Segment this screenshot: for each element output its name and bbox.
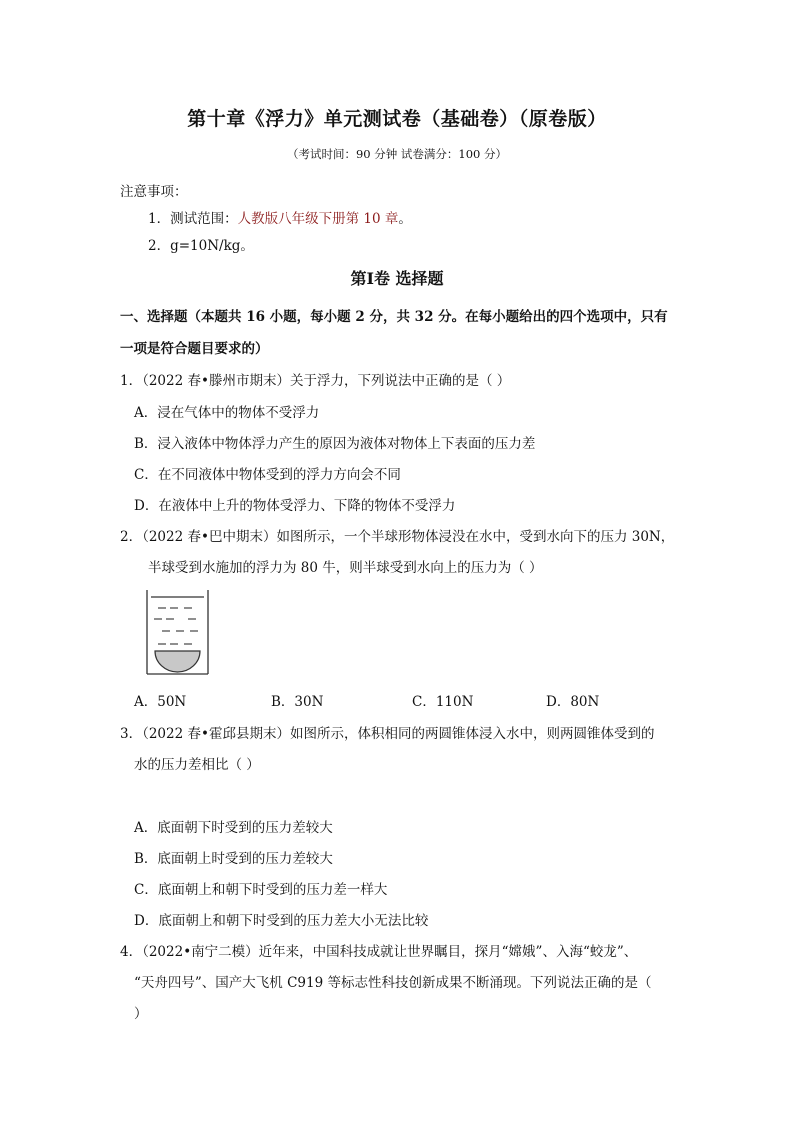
- question-1-option-a: A．浸在气体中的物体不受浮力: [134, 405, 320, 421]
- question-1-stem: 1．（2022 春•滕州市期末）关于浮力，下列说法中正确的是（ ）: [120, 373, 511, 389]
- question-2-stem-line-2: 半球受到水施加的浮力为 80 牛，则半球受到水向上的压力为（ ）: [148, 560, 543, 576]
- question-3-option-a: A．底面朝下时受到的压力差较大: [134, 820, 333, 836]
- question-3-option-b: B．底面朝上时受到的压力差较大: [134, 851, 333, 867]
- notes-heading: 注意事项：: [120, 184, 188, 200]
- question-4-stem-line-3: ）: [134, 1006, 148, 1022]
- question-3-option-d: D．底面朝上和朝下时受到的压力差大小无法比较: [134, 913, 429, 929]
- notes-item-1-scope: 人教版八年级下册第 10 章: [237, 211, 399, 227]
- question-3-stem-line-1: 3．（2022 春•霍邱县期末）如图所示，体积相同的两圆锥体浸入水中，则两圆锥体受到的: [120, 726, 655, 742]
- question-2-option-b: B．30N: [271, 694, 324, 710]
- question-3-option-c: C．底面朝上和朝下时受到的压力差一样大: [134, 882, 388, 898]
- notes-item-2: 2．g=10N/kg。: [148, 238, 254, 254]
- notes-item-1: [148, 207, 412, 227]
- question-3-stem-line-2: 水的压力差相比（ ）: [134, 757, 260, 773]
- notes-item-1-prefix: 1．测试范围：: [148, 211, 238, 227]
- question-2-stem-line-1: 2．（2022 春•巴中期末）如图所示，一个半球形物体浸没在水中，受到水向下的压力 30N，: [120, 529, 675, 545]
- question-1-option-c: C．在不同液体中物体受到的浮力方向会不同: [134, 467, 401, 483]
- question-1-option-d: D．在液体中上升的物体受浮力、下降的物体不受浮力: [134, 498, 456, 514]
- question-4-stem-line-1: 4．（2022•南宁二模）近年来，中国科技成就让世界瞩目，探月“嫦娥”、入海“蛟龙”、: [120, 944, 638, 960]
- hemisphere-in-water-figure: [144, 588, 212, 676]
- part-heading-line-1: 一、选择题（本题共 16 小题，每小题 2 分，共 32 分。在每小题给出的四个选项中，只有: [120, 309, 668, 325]
- question-1-option-b: B．浸入液体中物体浮力产生的原因为液体对物体上下表面的压力差: [134, 436, 536, 452]
- question-4-stem-line-2: “天舟四号”、国产大飞机 C919 等标志性科技创新成果不断涌现。下列说法正确的是（: [134, 975, 652, 991]
- question-2-option-c: C．110N: [412, 694, 474, 710]
- exam-info: （考试时间：90 分钟 试卷满分：100 分）: [286, 147, 508, 161]
- question-2-option-d: D．80N: [546, 694, 600, 710]
- section-title: 第Ⅰ卷 选择题: [350, 269, 444, 288]
- notes-item-1-suffix: 。: [398, 211, 412, 227]
- part-heading-line-2: 一项是符合题目要求的）: [120, 341, 269, 357]
- question-2-option-a: A．50N: [134, 694, 187, 710]
- page-title: 第十章《浮力》单元测试卷（基础卷）（原卷版）: [187, 108, 607, 130]
